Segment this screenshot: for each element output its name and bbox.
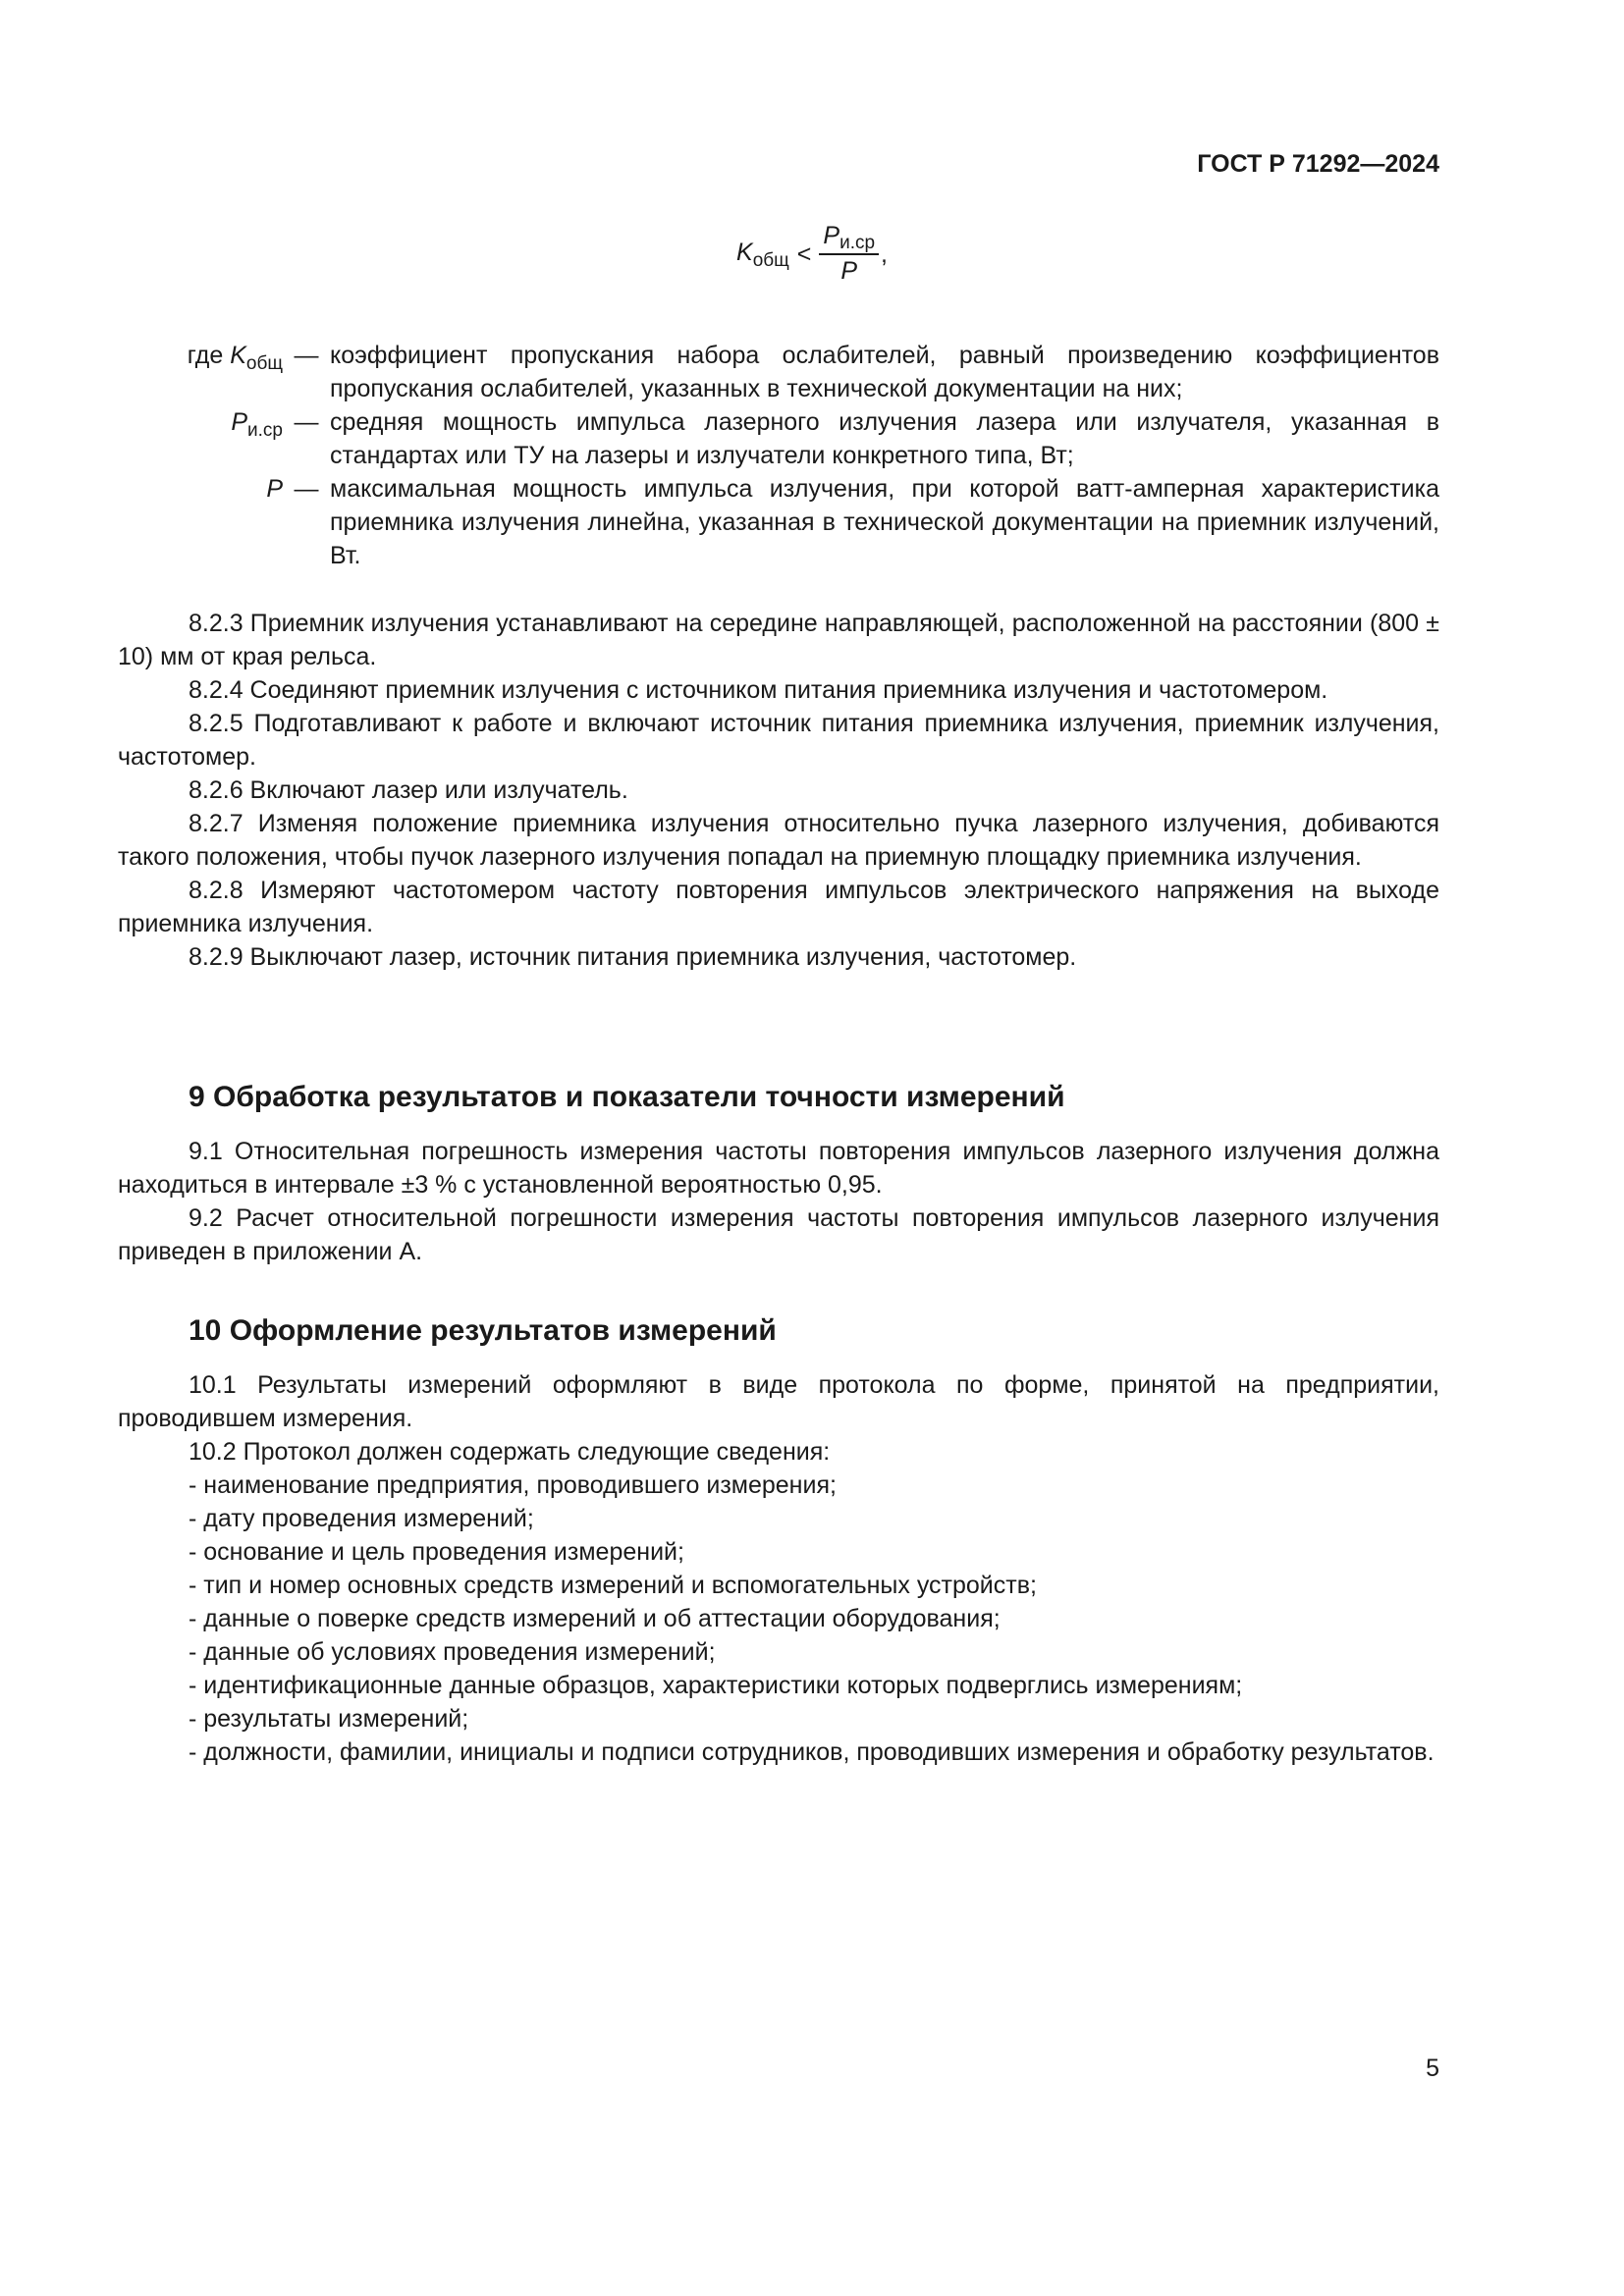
list-item: - наименование предприятия, проводившего измерения; [189,1471,837,1499]
formula-num-symbol: P [823,222,840,249]
definition-text: максимальная мощность импульса излучения, при которой ватт-амперная характеристика приемника излучения линейна, указанная в технической документации на приемник излучений, Вт. [330,475,1439,569]
formula-operator: < [796,240,812,268]
paragraph-8-2-8: 8.2.8 Измеряют частотомером частоту повторения импульсов электрического напряжения на выходе приемника излучения. [118,877,1439,937]
list-item: - результаты измерений; [189,1705,469,1733]
section-8-body [118,607,1439,974]
definition-dash: — [294,408,319,436]
definition-symbol: K [230,342,246,369]
definition-text: средняя мощность импульса лазерного излучения лазера или излучателя, указанная в стандартах или ТУ на лазеры и излучатели конкретного типа, Вт; [330,408,1439,469]
formula-lhs [736,236,789,272]
definition-term [118,405,283,472]
paragraph-8-2-6: 8.2.6 Включают лазер или излучатель. [189,776,628,804]
definition-dash: — [294,475,319,503]
list-item: - тип и номер основных средств измерений и вспомогательных устройств; [189,1572,1037,1599]
list-item: - данные о поверке средств измерений и об аттестации оборудования; [189,1605,1001,1632]
list-item: - должности, фамилии, инициалы и подписи сотрудников, проводивших измерения и обработку результатов. [189,1738,1435,1766]
definition-subscript: и.ср [247,420,283,441]
definition-subscript: общ [245,353,283,374]
section-10-heading: 10 Оформление результатов измерений [189,1314,777,1347]
section-9 [118,1078,1439,1268]
document-id: ГОСТ Р 71292—2024 [1197,150,1439,178]
definition-term [118,339,283,405]
definition-item [118,405,1439,472]
definitions-list [118,339,1439,572]
definition-item [118,339,1439,405]
definition-prefix: где [187,342,231,369]
paragraph-8-2-7: 8.2.7 Изменяя положение приемника излучения относительно пучка лазерного излучения, добиваются такого положения, чтобы пучок лазерного излучения попадал на приемную площадку приемника излучения. [118,810,1439,871]
list-item: - основание и цель проведения измерений; [189,1538,684,1566]
page-number: 5 [1426,2055,1439,2082]
list-item: - дату проведения измерений; [189,1505,534,1532]
definition-item [118,472,1439,572]
list-item: - данные об условиях проведения измерений; [189,1638,716,1666]
paragraph-9-2: 9.2 Расчет относительной погрешности измерения частоты повторения импульсов лазерного излучения приведен в приложении А. [118,1204,1439,1265]
formula-denominator: P [840,257,858,285]
formula-comma: , [881,240,888,268]
formula-num-subscript: и.ср [839,233,876,253]
paragraph-8-2-9: 8.2.9 Выключают лазер, источник питания приемника излучения, частотомер. [189,943,1077,971]
section-10 [118,1311,1439,1769]
paragraph-10-1: 10.1 Результаты измерений оформляют в виде протокола по форме, принятой на предприятии, проводившем измерения. [118,1371,1439,1432]
list-item: - идентификационные данные образцов, характеристики которых подверглись измерениям; [189,1672,1243,1699]
formula-lhs-symbol: K [736,239,753,266]
definition-term [118,472,283,572]
definition-symbol: P [266,475,283,503]
section-9-heading: 9 Обработка результатов и показатели точности измерений [189,1081,1065,1113]
definition-dash: — [294,342,319,369]
formula-lhs-subscript: общ [752,250,789,271]
definition-text: коэффициент пропускания набора ослабителей, равный произведению коэффициентов пропускания ослабителей, указанных в технической документации на них; [330,342,1439,402]
paragraph-9-1: 9.1 Относительная погрешность измерения частоты повторения импульсов лазерного излучения должна находиться в интервале ±3 % с установленной вероятностью 0,95. [118,1138,1439,1199]
paragraph-8-2-4: 8.2.4 Соединяют приемник излучения с источником питания приемника излучения и частотомером. [189,676,1328,704]
paragraph-10-2: 10.2 Протокол должен содержать следующие сведения: [189,1438,831,1466]
formula [0,221,1624,287]
paragraph-8-2-5: 8.2.5 Подготавливают к работе и включают источник питания приемника излучения, приемник излучения, частотомер. [118,710,1439,771]
paragraph-8-2-3: 8.2.3 Приемник излучения устанавливают на середине направляющей, расположенной на расстоянии (800 ± 10) мм от края рельса. [118,610,1439,670]
formula-numerator [819,221,879,255]
formula-fraction [819,221,879,287]
definition-symbol: P [231,408,248,436]
